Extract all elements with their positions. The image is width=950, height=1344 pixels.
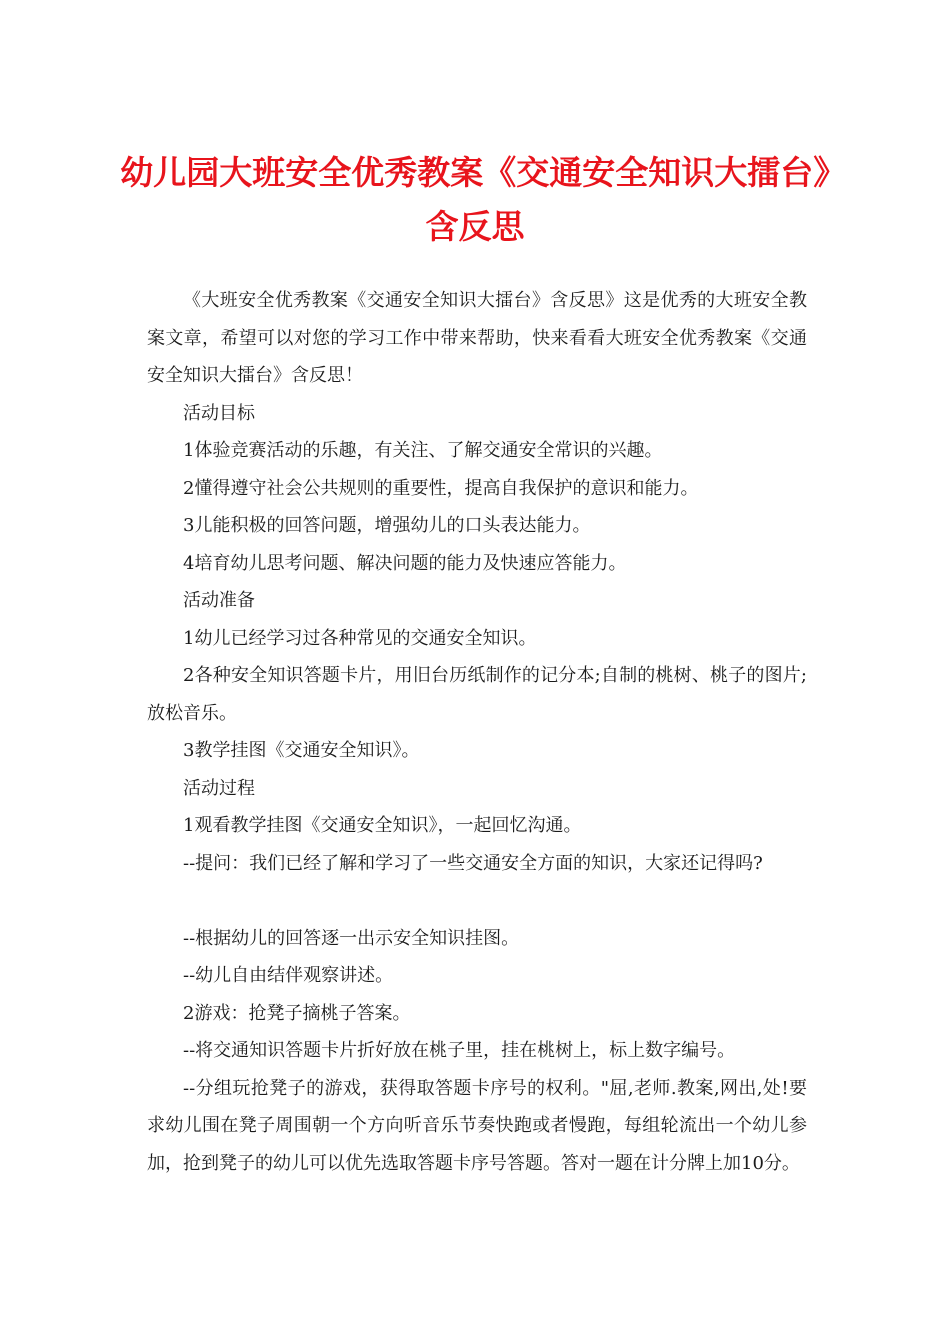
process-question: --提问：我们已经了解和学习了一些交通安全方面的知识，大家还记得吗? xyxy=(183,852,763,874)
prep-item-1: 1幼儿已经学习过各种常见的交通安全知识。 xyxy=(183,627,537,649)
goal-item-4: 4培育幼儿思考问题、解决问题的能力及快速应答能力。 xyxy=(183,552,627,574)
section-heading-process: 活动过程 xyxy=(183,777,255,799)
section-heading-goals: 活动目标 xyxy=(183,402,255,424)
goal-item-1: 1体验竞赛活动的乐趣，有关注、了解交通安全常识的兴趣。 xyxy=(183,440,663,461)
document-body xyxy=(147,282,807,1182)
goal-item-2: 2懂得遵守社会公共规则的重要性，提高自我保护的意识和能力。 xyxy=(183,477,699,499)
process-step-cards: --将交通知识答题卡片折好放在桃子里，挂在桃树上，标上数字编号。 xyxy=(183,1040,736,1061)
process-step-show: --根据幼儿的回答逐一出示安全知识挂图。 xyxy=(183,927,520,949)
intro-paragraph: 《大班安全优秀教案《交通安全知识大擂台》含反思》这是优秀的大班安全教案文章，希望可以对您的学习工作中带来帮助，快来看看大班安全优秀教案《交通安全知识大擂台》含反思！ xyxy=(147,290,807,386)
process-step-game: --分组玩抢凳子的游戏，获得取答题卡序号的权利。"屈,老师.教案,网出,处!要求幼儿围在凳子周围朝一个方向听音乐节奏快跑或者慢跑，每组轮流出一个幼儿参加，抢到凳子的幼儿可以优先选取答题卡序号答题。答对一题在计分牌上加10分。 xyxy=(147,1077,807,1174)
section-heading-prep: 活动准备 xyxy=(183,590,255,611)
process-item-2: 2游戏：抢凳子摘桃子答案。 xyxy=(183,1002,411,1024)
blank-line xyxy=(147,882,807,920)
goal-item-3: 3儿能积极的回答问题，增强幼儿的口头表达能力。 xyxy=(183,515,591,536)
process-step-observe: --幼儿自由结伴观察讲述。 xyxy=(183,965,394,986)
prep-item-2: 2各种安全知识答题卡片，用旧台历纸制作的记分本;自制的桃树、桃子的图片;放松音乐。 xyxy=(147,665,807,724)
document-title: 幼儿园大班安全优秀教案《交通安全知识大擂台》含反思 xyxy=(120,153,830,246)
prep-item-3: 3教学挂图《交通安全知识》。 xyxy=(183,740,420,761)
process-item-1: 1观看教学挂图《交通安全知识》，一起回忆沟通。 xyxy=(183,815,582,836)
